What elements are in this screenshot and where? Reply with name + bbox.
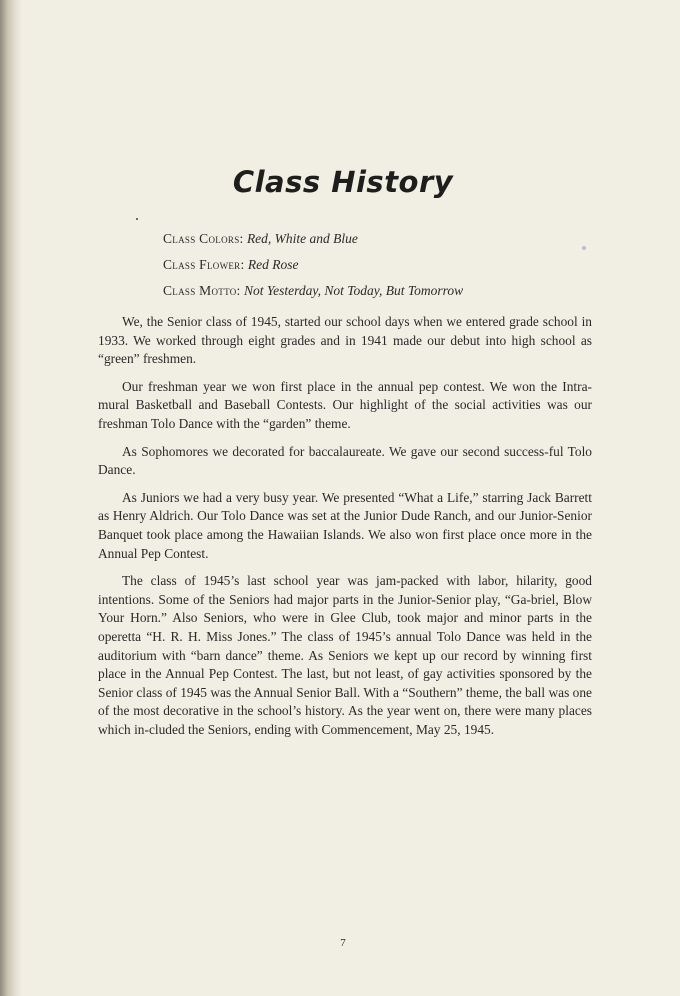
class-colors-value: Red, White and Blue (246, 231, 358, 246)
class-motto-value: Not Yesterday, Not Today, But Tomorrow (243, 283, 464, 298)
paragraph-1945-start: We, the Senior class of 1945, started our school days when we entered grade school in 1933. We worked through eight grades and in 1941 made our debut into high school as “green” freshmen. (98, 314, 592, 367)
class-colors-label: Class Colors: (163, 231, 244, 246)
paper-speck (582, 246, 586, 250)
class-motto-label: Class Motto: (163, 283, 241, 298)
class-flower-value: Red Rose (247, 257, 299, 272)
class-flower-label: Class Flower: (163, 257, 245, 272)
history-text (98, 313, 592, 748)
class-motto-line (163, 278, 463, 304)
paragraph-senior: The class of 1945’s last school year was jam-packed with labor, hilarity, good intentions. Some of the Seniors had major parts in the Junior-Senior play, “Ga-briel, Blow Your Horn.” Also Seniors, who were in Glee Club, took major and minor parts in the operetta “H. R. H. Miss Jones.” The class of 1945’s annual Tolo Dance was held in the auditorium with “barn dance” theme. As Seniors we kept up our record by winning first place in the Annual Pep Contest. The last, but not least, of gay activities sponsored by the Senior class of 1945 was the Annual Senior Ball. With a “Southern” theme, the ball was one of the most decorative in the school’s history. As the year went on, there were many places which in-cluded the Seniors, ending with Commencement, May 25, 1945. (98, 573, 592, 737)
class-colors-line (163, 226, 463, 252)
paragraph-freshman: Our freshman year we won first place in the annual pep contest. We won the Intra-mural Basketball and Baseball Contests. Our highlight of the social activities was our freshman Tolo Dance with the “garden” theme. (98, 378, 592, 431)
page-title: Class History (232, 165, 454, 199)
print-mark (136, 218, 138, 220)
page-number: 7 (340, 937, 346, 949)
class-info (163, 226, 463, 304)
paragraph-junior: As Juniors we had a very busy year. We presented “What a Life,” starring Jack Barrett as Henry Aldrich. Our Tolo Dance was set at the Junior Dude Ranch, and our Junior-Senior Banquet took place among the Hawaiian Islands. We also won first place once more in the Annual Pep Contest. (98, 489, 592, 561)
class-flower-line (163, 252, 463, 278)
paragraph-sophomore: As Sophomores we decorated for baccalaureate. We gave our second success-ful Tolo Dance. (98, 443, 592, 478)
